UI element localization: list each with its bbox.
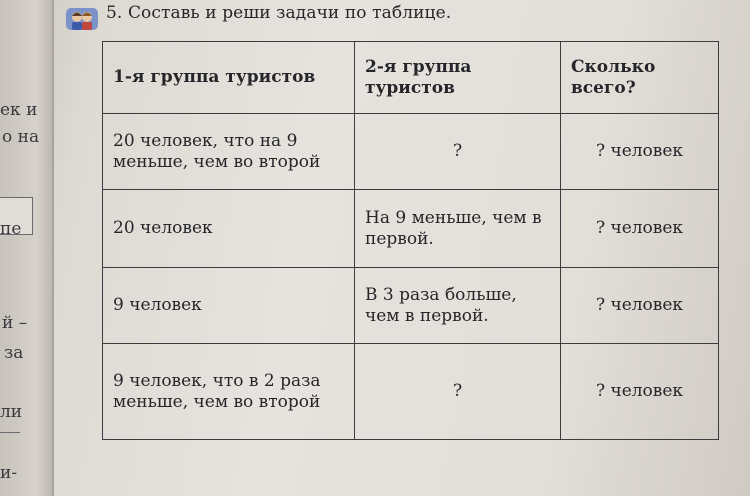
adjacent-page-fragment: о на — [2, 127, 40, 147]
table-row — [103, 114, 719, 190]
cell-total: ? человек — [561, 268, 719, 344]
cell-group-1: 9 человек — [103, 268, 355, 344]
cell-group-2: На 9 меньше, чем в первой. — [355, 190, 561, 268]
cell-group-2: ? — [355, 344, 561, 440]
adjacent-page-fragment: пе — [0, 219, 22, 239]
cell-total: ? человек — [561, 190, 719, 268]
cell-group-1: 9 человек, что в 2 раза меньше, чем во второй — [103, 344, 355, 440]
table-row — [103, 344, 719, 440]
header-total: Сколько всего? — [561, 42, 719, 114]
two-children-icon — [66, 8, 98, 30]
tourist-groups-table — [102, 41, 719, 440]
table-row — [103, 190, 719, 268]
adjacent-page-fragment: за — [4, 343, 24, 363]
table-header-row — [103, 42, 719, 114]
adjacent-page-fragment: ек и — [0, 100, 38, 120]
task-heading — [106, 3, 451, 23]
header-group-1: 1-я группа туристов — [103, 42, 355, 114]
adjacent-page-fragment: и- — [0, 463, 18, 483]
adjacent-page-fragment: ли — [0, 402, 23, 422]
cell-group-2: В 3 раза больше, чем в первой. — [355, 268, 561, 344]
header-group-2: 2-я группа туристов — [355, 42, 561, 114]
cell-total: ? человек — [561, 344, 719, 440]
task-text: Составь и реши задачи по таблице. — [127, 3, 452, 23]
adjacent-page-rule — [0, 432, 20, 433]
adjacent-page-fragment: й – — [2, 313, 28, 333]
table-row — [103, 268, 719, 344]
task-number: 5. — [106, 3, 123, 23]
cell-group-1: 20 человек, что на 9 меньше, чем во второй — [103, 114, 355, 190]
cell-total: ? человек — [561, 114, 719, 190]
cell-group-1: 20 человек — [103, 190, 355, 268]
cell-group-2: ? — [355, 114, 561, 190]
